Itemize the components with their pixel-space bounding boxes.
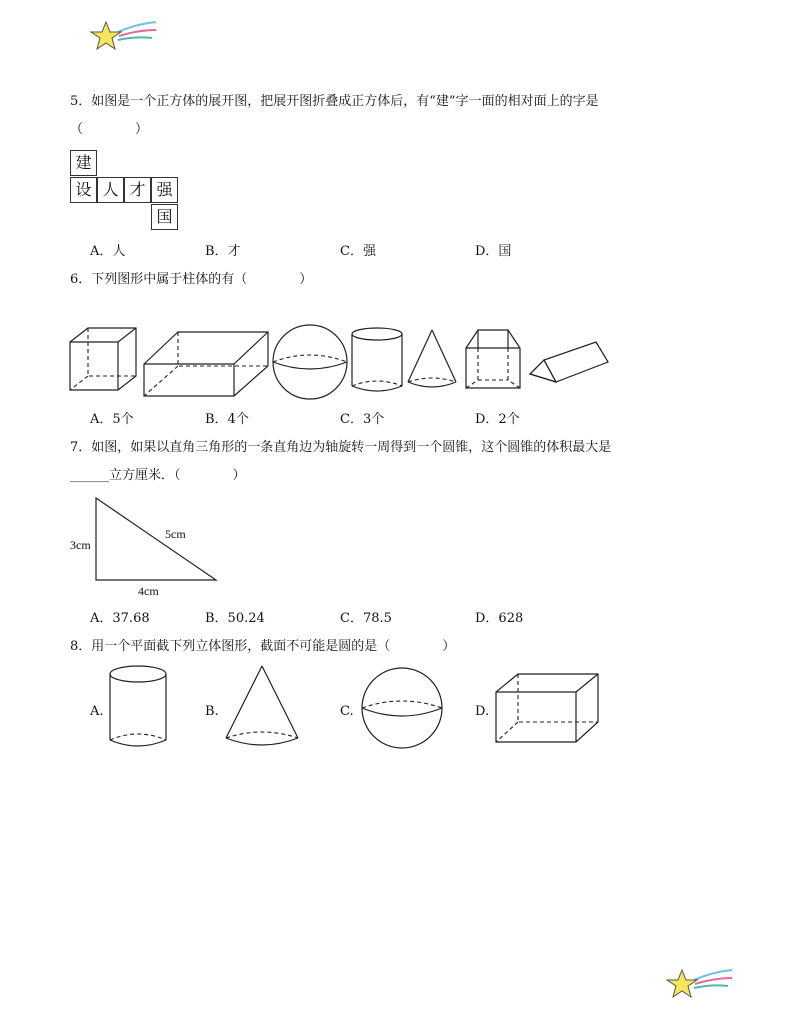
cone-icon bbox=[226, 666, 298, 745]
net-cell-4: 强 bbox=[151, 177, 178, 203]
net-cell-1: 设 bbox=[70, 177, 97, 203]
q6-option-a[interactable]: A．5个 bbox=[90, 412, 134, 427]
net-cell-top: 建 bbox=[70, 150, 97, 176]
q5-stem-line1: 5．如图是一个正方体的展开图，把展开图折叠成正方体后，有“建”字一面的相对面上的字是 bbox=[70, 94, 599, 109]
q5-option-c[interactable]: C．强 bbox=[340, 244, 376, 259]
triangle-label-5cm: 5cm bbox=[165, 527, 186, 541]
prism-icon bbox=[466, 330, 520, 388]
triangle-label-4cm: 4cm bbox=[138, 584, 159, 598]
net-cell-bottom: 国 bbox=[151, 204, 178, 230]
q8-label-d[interactable]: D. bbox=[475, 704, 490, 719]
q8-stem: 8．用一个平面截下列立体图形，截面不可能是圆的是（ ） bbox=[70, 639, 456, 654]
net-cell-2: 人 bbox=[97, 177, 124, 203]
q7-stem-line2: ______立方厘米．（ ） bbox=[70, 468, 246, 483]
cube-net bbox=[70, 150, 182, 232]
triangular-prism-icon bbox=[530, 342, 608, 382]
q6-option-d[interactable]: D．2个 bbox=[475, 412, 520, 427]
triangle-label-3cm: 3cm bbox=[70, 538, 91, 552]
q8-label-a[interactable]: A. bbox=[90, 704, 104, 719]
q6-stem: 6．下列图形中属于柱体的有（ ） bbox=[70, 272, 313, 287]
shooting-star-icon bbox=[88, 14, 160, 58]
q5-option-d[interactable]: D．国 bbox=[475, 244, 512, 259]
sphere-icon bbox=[273, 325, 347, 399]
q5-option-a[interactable]: A．人 bbox=[90, 244, 126, 259]
cube-icon bbox=[70, 328, 136, 390]
q5-option-b[interactable]: B．才 bbox=[205, 244, 241, 259]
sphere-icon bbox=[362, 668, 442, 748]
q6-shapes bbox=[60, 320, 620, 400]
q7-option-c[interactable]: C．78.5 bbox=[340, 611, 392, 626]
q5-stem-line2: （ ） bbox=[70, 122, 149, 137]
cuboid-icon bbox=[496, 674, 598, 742]
q6-option-c[interactable]: C．3个 bbox=[340, 412, 385, 427]
q7-option-d[interactable]: D．628 bbox=[475, 611, 524, 626]
q7-stem-line1: 7．如图，如果以直角三角形的一条直角边为轴旋转一周得到一个圆锥，这个圆锥的体积最大是 bbox=[70, 440, 612, 455]
q6-option-b[interactable]: B．4个 bbox=[205, 412, 249, 427]
cuboid-icon bbox=[144, 332, 268, 396]
q8-label-b[interactable]: B. bbox=[205, 704, 219, 719]
q7-option-a[interactable]: A．37.68 bbox=[90, 611, 150, 626]
cylinder-icon bbox=[352, 328, 402, 391]
shooting-star-icon bbox=[664, 962, 736, 1006]
cylinder-icon bbox=[110, 666, 166, 746]
q8-shapes bbox=[100, 660, 610, 760]
net-cell-3: 才 bbox=[124, 177, 151, 203]
q7-option-b[interactable]: B．50.24 bbox=[205, 611, 265, 626]
q8-label-c[interactable]: C. bbox=[340, 704, 354, 719]
cone-icon bbox=[408, 330, 456, 387]
